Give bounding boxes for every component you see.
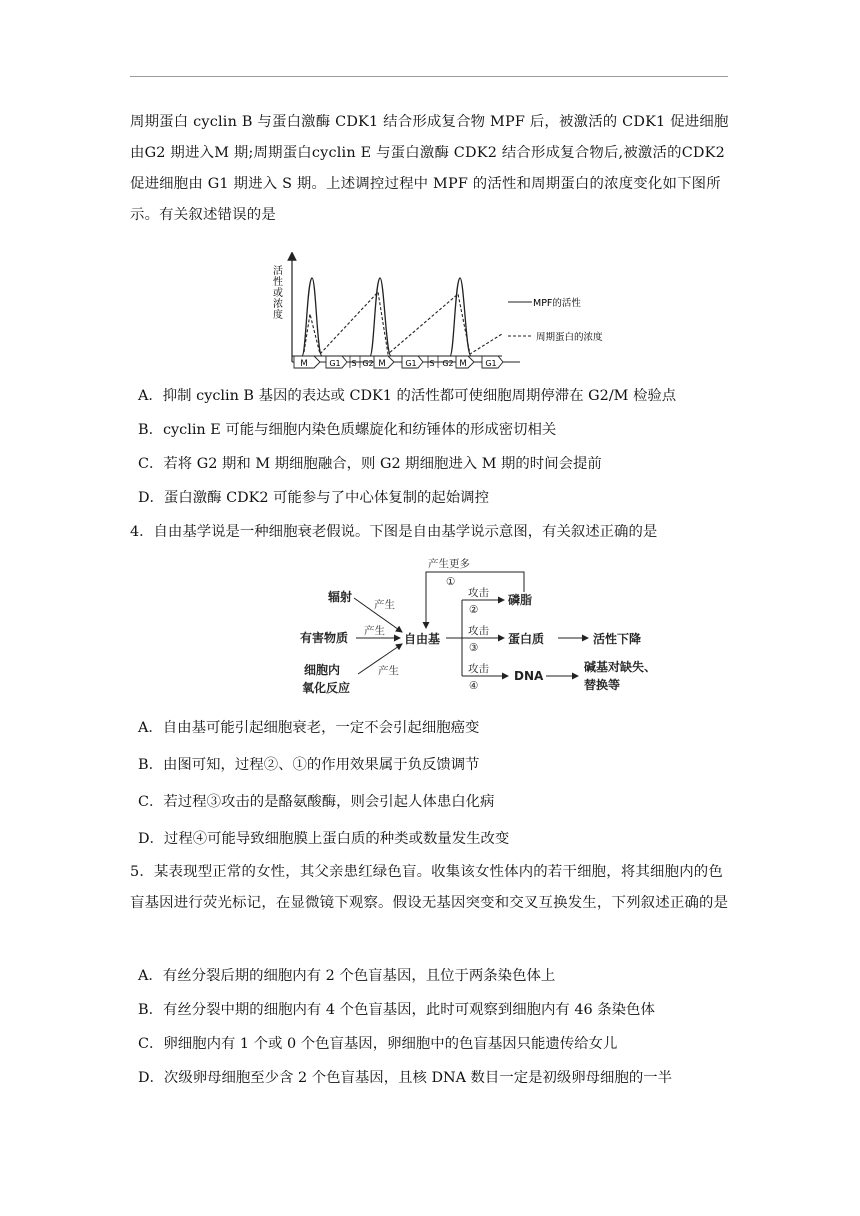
q3-option-b: B．cyclin E 可能与细胞内染色质螺旋化和纺锤体的形成密切相关 [138, 422, 557, 438]
label-attack-3: 攻击 [468, 625, 489, 637]
label-step-2: ② [469, 604, 479, 616]
cyclin-line [304, 292, 502, 354]
label-step-4: ④ [469, 680, 479, 692]
phase-g2-1: G2 [362, 359, 374, 368]
legend-mpf: MPF的活性 [533, 298, 581, 309]
y-axis-label-2: 或 [273, 288, 283, 299]
svg-text:M: M [459, 359, 467, 369]
label-protein: 蛋白质 [508, 632, 545, 646]
phase-g1-2 [402, 356, 423, 368]
phase-g2-2: G2 [442, 359, 454, 368]
q4-option-a: A．自由基可能引起细胞衰老，一定不会引起细胞癌变 [138, 720, 480, 736]
q5-option-a: A．有丝分裂后期的细胞内有 2 个色盲基因，且位于两条染色体上 [138, 968, 556, 984]
q5-option-d: D．次级卵母细胞至少含 2 个色盲基因，且核 DNA 数目一定是初级卵母细胞的一半 [138, 1070, 673, 1086]
phase-s-2: S [429, 359, 435, 368]
label-free-radical: 自由基 [404, 632, 441, 646]
label-base-1: 碱基对缺失、 [584, 660, 657, 674]
q5-option-b: B．有丝分裂中期的细胞内有 4 个色盲基因，此时可观察到细胞内有 46 条染色体 [138, 1002, 655, 1018]
svg-text:G1: G1 [405, 359, 417, 368]
label-phospholipid: 磷脂 [508, 593, 533, 607]
header-rule [130, 76, 728, 77]
label-base-2: 替换等 [584, 678, 621, 692]
svg-text:M: M [300, 359, 308, 369]
label-step-3: ③ [469, 642, 479, 654]
label-attack-4: 攻击 [468, 663, 489, 675]
label-harmful: 有害物质 [300, 631, 349, 645]
q4-option-b: B．由图可知，过程②、①的作用效果属于负反馈调节 [138, 757, 480, 773]
free-radical-figure [296, 554, 676, 704]
phase-g1-3 [482, 356, 503, 368]
label-radiation: 辐射 [328, 590, 353, 604]
phase-m-3 [456, 356, 474, 369]
mpf-peak-2 [370, 278, 391, 356]
label-produce-more: 产生更多 [428, 558, 470, 570]
label-dna: DNA [514, 669, 544, 683]
q3-option-a: A．抑制 cyclin B 基因的表达或 CDK1 的活性都可使细胞周期停滞在 G2/M 检验点 [138, 388, 677, 404]
y-axis-label-1: 性 [273, 277, 283, 288]
label-attack-2: 攻击 [468, 587, 489, 599]
legend-cyclin: 周期蛋白的浓度 [536, 332, 603, 343]
question-4-stem: 4．自由基学说是一种细胞衰老假说。下图是自由基学说示意图，有关叙述正确的是 [130, 524, 658, 540]
y-axis-label-3: 浓 [273, 299, 283, 310]
q3-option-c: C．若将 G2 期和 M 期细胞融合，则 G2 期细胞进入 M 期的时间会提前 [138, 456, 602, 472]
y-axis-label-0: 活 [273, 266, 283, 277]
svg-text:G1: G1 [485, 359, 497, 368]
svg-text:G1: G1 [329, 359, 341, 368]
question-5-stem: 5．某表现型正常的女性，其父亲患红绿色盲。收集该女性体内的若干细胞，将其细胞内的色盲基因进行荧光标记，在显微镜下观察。假设无基因突变和交叉互换发生，下列叙述正确的是 [130, 864, 729, 911]
label-step-1: ① [446, 576, 456, 588]
label-activity-down: 活性下降 [593, 632, 642, 646]
phase-s-1: S [351, 359, 357, 368]
q4-option-d: D．过程④可能导致细胞膜上蛋白质的种类或数量发生改变 [138, 831, 510, 847]
label-produce-1: 产生 [374, 599, 395, 611]
phase-m-2 [374, 356, 394, 369]
question-3-stem: 周期蛋白 cyclin B 与蛋白激酶 CDK1 结合形成复合物 MPF 后，被激活的 CDK1 促进细胞由G2 期进入M 期;周期蛋白cyclin E 与蛋白激酶 CDK2 结合形成复合物后,被激活的CDK2 促进细胞由 G1 期进入 S 期。上述调控过程中 MPF 的活性和周期蛋白的浓度变化如下图所示。有关叙述错误的是 [130, 114, 729, 223]
cell-cycle-figure [270, 252, 630, 374]
label-produce-2: 产生 [364, 625, 385, 637]
label-oxidation-2: 氧化反应 [302, 681, 351, 695]
q5-option-c: C．卵细胞内有 1 个或 0 个色盲基因，卵细胞中的色盲基因只能遗传给女儿 [138, 1036, 618, 1052]
phase-g1-1 [326, 356, 347, 368]
label-oxidation-1: 细胞内 [304, 663, 341, 677]
q4-option-c: C．若过程③攻击的是酪氨酸酶，则会引起人体患白化病 [138, 794, 495, 810]
y-axis-label-4: 度 [273, 310, 283, 321]
svg-text:M: M [378, 359, 386, 369]
phase-m-1 [294, 356, 320, 369]
label-produce-3: 产生 [378, 665, 399, 677]
q3-option-d: D．蛋白激酶 CDK2 可能参与了中心体复制的起始调控 [138, 490, 489, 506]
